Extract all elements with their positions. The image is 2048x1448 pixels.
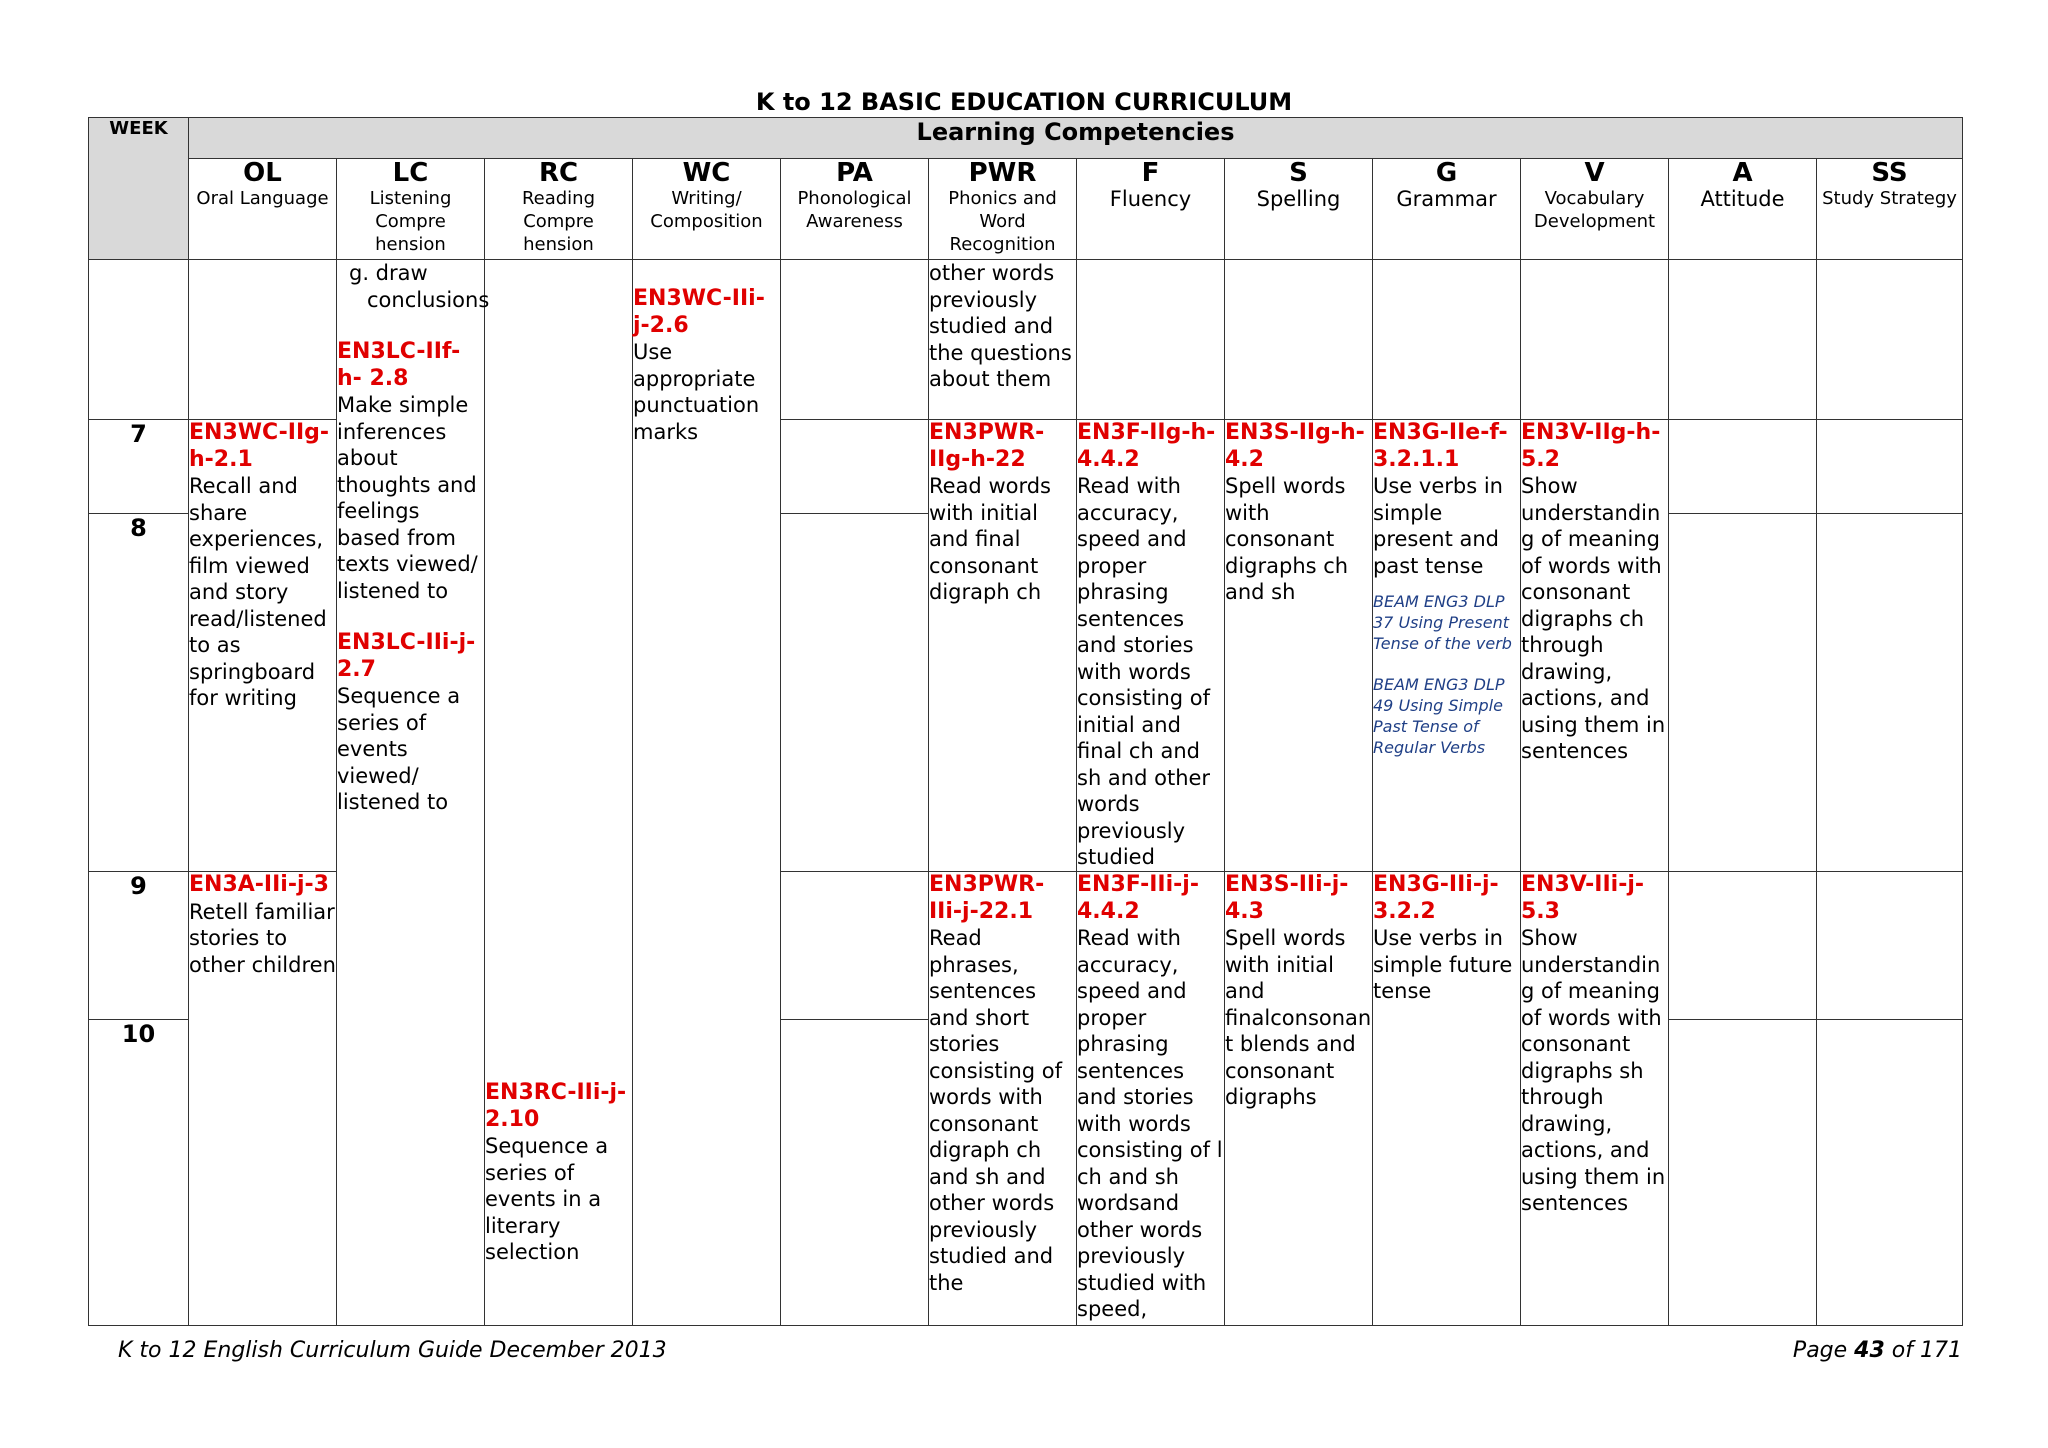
ss-cell-empty [1817, 260, 1963, 420]
wc-text: Use appropriate punctuation marks [633, 340, 760, 444]
ol-cell-empty [189, 260, 337, 420]
s-cell [1225, 420, 1373, 872]
spacer [337, 313, 484, 339]
pwr-text: Read phrases, sentences and short stories consisting of words with consonant digraph ch and sh and other words previously studied and the [929, 926, 1063, 1295]
g-text: Use verbs in simple future tense [1373, 926, 1513, 1003]
wc-cell [633, 260, 781, 1326]
rc-cell [485, 260, 633, 1326]
col-full: Grammar [1396, 187, 1497, 211]
lc-text: Make simple inferences about thoughts and feelings based from texts viewed/ listened to [337, 393, 478, 603]
ol-text: Recall and share experiences, film viewed and story read/listened to as springboard for writing [189, 474, 327, 710]
ss-cell-empty [1817, 514, 1963, 872]
a-cell-empty [1669, 260, 1817, 420]
col-abbr: A [1732, 158, 1753, 188]
pa-cell-empty [781, 514, 929, 872]
col-abbr: PA [836, 158, 873, 188]
f-text: Read with accuracy, speed and proper phrasing sentences and stories with words consisting of initial and final ch and sh and other words previously studied [1077, 474, 1211, 869]
col-header-a [1669, 159, 1817, 260]
col-abbr: LC [392, 158, 429, 188]
col-full: Fluency [1109, 187, 1192, 211]
col-header-wc [633, 159, 781, 260]
col-header-pwr [929, 159, 1077, 260]
g-note-2: BEAM ENG3 DLP 49 Using Simple Past Tense of Regular Verbs [1373, 675, 1505, 757]
g-cell [1373, 420, 1521, 872]
spacer [633, 260, 780, 286]
footer-page [1793, 1338, 1962, 1363]
f-text: Read with accuracy, speed and proper phrasing sentences and stories with words consisting of l ch and sh wordsand other words previously studied with speed, [1077, 926, 1223, 1321]
g-code: EN3G-IIi-j-3.2.2 [1373, 872, 1499, 924]
s-code: EN3S-IIg-h-4.2 [1225, 420, 1365, 472]
ss-cell-empty [1817, 872, 1963, 1020]
col-header-lc [337, 159, 485, 260]
col-header-ss [1817, 159, 1963, 260]
col-full: Writing/ Composition [650, 188, 763, 232]
column-header-row [89, 159, 1963, 260]
week-cell-empty [89, 260, 189, 420]
s-text: Spell words with initial and finalconsonant blends and consonant digraphs [1225, 926, 1372, 1109]
f-code: EN3F-IIi-j-4.4.2 [1077, 872, 1199, 924]
col-full: Vocabulary Development [1533, 188, 1656, 232]
spacer [337, 604, 484, 630]
col-abbr: G [1435, 158, 1458, 188]
pwr-cell [929, 420, 1077, 872]
f-cell-empty [1077, 260, 1225, 420]
v-text: Show understanding of meaning of words with consonant digraphs ch through drawing, actions, and using them in sentences [1521, 474, 1666, 763]
spacer [1373, 579, 1520, 591]
page-number: 43 [1854, 1338, 1885, 1363]
col-full: Phonics and Word Recognition [948, 188, 1057, 255]
g-text: Use verbs in simple present and past tense [1373, 474, 1503, 578]
week-header: WEEK [89, 118, 189, 260]
wc-code: EN3WC-IIi-j-2.6 [633, 286, 765, 338]
week-number: 7 [89, 420, 189, 514]
col-header-ol [189, 159, 337, 260]
f-code: EN3F-IIg-h-4.4.2 [1077, 420, 1216, 472]
ol-cell [189, 872, 337, 1326]
col-abbr: V [1584, 158, 1605, 188]
col-header-rc [485, 159, 633, 260]
a-cell-empty [1669, 1020, 1817, 1326]
pwr-text: Read words with initial and final consonant digraph ch [929, 474, 1052, 604]
s-text: Spell words with consonant digraphs ch and sh [1225, 474, 1349, 604]
g-note-1: BEAM ENG3 DLP 37 Using Present Tense of the verb [1373, 592, 1512, 653]
a-cell-empty [1669, 420, 1817, 514]
v-cell [1521, 872, 1669, 1326]
col-header-pa [781, 159, 929, 260]
col-full: Study Strategy [1822, 188, 1957, 209]
ol-code: EN3WC-IIg-h-2.1 [189, 420, 330, 472]
s-cell-empty [1225, 260, 1373, 420]
col-abbr: WC [682, 158, 731, 188]
col-header-v [1521, 159, 1669, 260]
lc-item-g: g. draw conclusions [349, 261, 490, 312]
s-cell [1225, 872, 1373, 1326]
lc-code: EN3LC-IIf-h- 2.8 [337, 339, 461, 391]
v-cell [1521, 420, 1669, 872]
rc-code: EN3RC-IIi-j-2.10 [485, 1080, 627, 1132]
week-number: 8 [89, 514, 189, 872]
s-code: EN3S-IIi-j-4.3 [1225, 872, 1349, 924]
table-row-continued [89, 260, 1963, 420]
pwr-cell [929, 872, 1077, 1326]
g-cell-empty [1373, 260, 1521, 420]
pa-cell-empty [781, 872, 929, 1020]
lc-text-2: Sequence a series of events viewed/ listened to [337, 684, 461, 814]
col-full: Oral Language [196, 188, 329, 209]
f-cell [1077, 420, 1225, 872]
pwr-code: EN3PWR-IIg-h-22 [929, 420, 1045, 472]
v-cell-empty [1521, 260, 1669, 420]
week-number: 10 [89, 1020, 189, 1326]
lc-cell [337, 260, 490, 1326]
ol-code: EN3A-IIi-j-3 [189, 872, 329, 897]
f-cell [1077, 872, 1225, 1326]
col-header-s [1225, 159, 1373, 260]
col-abbr: S [1289, 158, 1308, 188]
lc-code-2: EN3LC-IIi-j-2.7 [337, 630, 476, 682]
ol-cell [189, 420, 337, 872]
ss-cell-empty [1817, 420, 1963, 514]
g-cell [1373, 872, 1521, 1326]
rc-spacer [485, 260, 632, 1080]
ss-cell-empty [1817, 1020, 1963, 1326]
learning-competencies-header: Learning Competencies [189, 118, 1963, 159]
col-header-f [1077, 159, 1225, 260]
col-full: Spelling [1256, 187, 1341, 211]
pwr-code: EN3PWR-IIi-j-22.1 [929, 872, 1045, 924]
footer-guide: K to 12 English Curriculum Guide December 2013 [118, 1338, 667, 1363]
v-code: EN3V-IIg-h-5.2 [1521, 420, 1661, 472]
rc-text: Sequence a series of events in a literary selection [485, 1134, 609, 1264]
pa-cell-empty [781, 1020, 929, 1326]
col-abbr: OL [243, 158, 282, 188]
a-cell-empty [1669, 514, 1817, 872]
col-full: Listening Compre hension [369, 188, 452, 255]
col-full: Phonological Awareness [797, 188, 912, 232]
col-full: Reading Compre hension [521, 188, 596, 255]
page-prefix: Page [1792, 1338, 1848, 1363]
v-text: Show understanding of meaning of words with consonant digraphs sh through drawing, actions, and using them in sentences [1521, 926, 1666, 1215]
col-header-g [1373, 159, 1521, 260]
curriculum-table [88, 117, 1963, 1326]
col-abbr: SS [1871, 158, 1908, 188]
col-abbr: PWR [968, 158, 1037, 188]
week-number: 9 [89, 872, 189, 1020]
col-abbr: RC [538, 158, 579, 188]
ol-text: Retell familiar stories to other children [189, 899, 336, 977]
page-suffix: of 171 [1891, 1338, 1962, 1363]
page-title: K to 12 BASIC EDUCATION CURRICULUM [755, 88, 1293, 116]
pwr-cell-continued [929, 260, 1077, 420]
pa-cell-empty [781, 420, 929, 514]
v-code: EN3V-IIi-j-5.3 [1521, 872, 1645, 924]
spacer [1373, 654, 1520, 674]
col-full: Attitude [1700, 187, 1785, 211]
a-cell-empty [1669, 872, 1817, 1020]
pa-cell-empty [781, 260, 929, 420]
col-abbr: F [1141, 158, 1160, 188]
pwr-text-continued: other words previously studied and the questions about them [929, 261, 1072, 391]
g-code: EN3G-IIe-f-3.2.1.1 [1373, 420, 1508, 472]
